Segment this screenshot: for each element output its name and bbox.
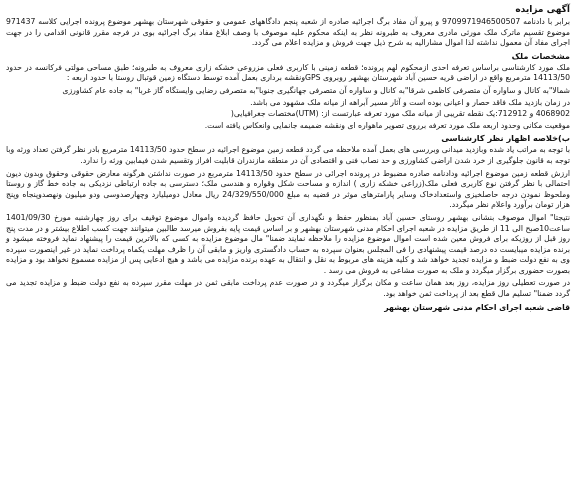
section-heading: مشخصات ملک	[511, 50, 570, 61]
property-condition: در زمان بازدید ملک فاقد حصار و اعیانی بوده است و آثار مسیر آبراهه از میانه ملک مشهود می باشد.	[250, 97, 570, 107]
property-location: موقعیت مکانی وحدود اربعه ملک مورد تعرفه برروی تصویر ماهواره ای ونقشه ضمیمه جانمایی وانعکاس یافته است.	[204, 120, 570, 130]
section-heading: ب)خلاصه اظهار نظر کارشناسی	[441, 133, 570, 144]
expert-opinion-paragraph: با توجه به مراتب یاد شده وبازدید میدانی وبررسی های بعمل آمده ملاحظه می گردد قطعه زمین موضوع اجرائیه در سطح حدود 14113/50 مترمربع بادر نظر گرفتن تعداد ورثه وبا توجه به قانون جلوگیری از خرد شدن اراضی کشاورزی و حد نصاب فنی و اقتصادی آن در منطقه مازندران قابلیت افراز وتقسیم شدن فیمابین ورثه را ندارد.	[6, 145, 570, 165]
auction-holiday-paragraph: در صورت تعطیلی روز مزایده، روز بعد همان ساعت و مکان برگزار میگردد و در صورت عدم پرداخت مابقی ثمن در مهلت مقرر سپرده به نفع دولت ضبط و مزایده تجدید می گردد ضمنا" تسلیم مال قطع بعد از پرداخت ثمن خواهد بود.	[6, 278, 570, 299]
expert-opinion-section	[6, 133, 570, 211]
property-specs-section	[6, 51, 570, 132]
auction-terms-section	[6, 213, 570, 300]
property-boundaries: شمالا"به کانال و ساواره آن متصرفی کاظمی شرقا"به کانال و ساواره آن متصرفی جهانگیری جنوبا"به متصرفی رضایی وایستگاه گاز غربا" به جاده عام کشاورزی	[62, 85, 570, 95]
property-description: ملک مورد کارشناسی براساس تعرفه احدی ازمحکوم لهم پرونده؛ قطعه زمینی با کاربری فعلی مزروعی خشکه زاری معروف به طبرونه؛ طبق مساحی مولتی فرکانسه در حدود 14113/50 مترمربع واقع در اراضی قریه حسین آباد شهرستان بهشهر روبروی GPSونقشه برداری بعمل آمده توسط دستگاه زمین قوتبال روستا با حدود اربعه :	[6, 62, 570, 83]
valuation-paragraph: ارزش قطعه زمین موضوع اجرائیه ودادنامه صادره مضبوط در پرونده اجرائی در سطح حدود 14113/50 مترمربع در صورت نداشتن هرگونه معارض حقوقی وحقوق وبدون دیون احتمالی با نظر گرفتن نوع کاربری فعلی ملک(زراعی خشکه زاری ) اندازه و مساحت شکل وقواره و هندسی ملک؛ دسترسی به جاده ارتباطی نزدیکی به جاده خط گاز و روستا وملحوظ نمودن درجه حاصلخیزی واستعدادخاک وسایر پارامترهای موثر در قضیه به مبلغ 24/329/550/000 ریال معادل دومیلیارد وچهارصدوسی ودو میلیون ونهصدوپنجاه وپنج هزار تومان برآورد واعلام نظر میگردد.	[6, 168, 570, 210]
intro-paragraph: برابر با دادنامه 9709971946500507 و پیرو آن مفاد برگ اجرائیه صادره از شعبه پنجم دادگاههای عمومی و حقوقی شهرستان بهشهر موضوع پرونده اجرایی کلاسه 971437 موضوع تقسیم ماترک ملک مورثی مادری معروف به طبرونه نظر به اینکه محکوم علیه موصوف با وصف ابلاغ مفاد برگ اجرائیه بوی در فرجه مقرر قانونی اقدامی را در جهت اجرای مفاد آن معمول نداشته لذا اموال مشارالیه به شرح ذیل جهت فروش و مزایده اعلام می گردد.	[6, 17, 571, 48]
auction-terms-paragraph: نتیجتا" اموال موصوف بنشانی بهشهر روستای حسین آباد بمنظور حفظ و نگهداری آن تحویل حافظ گردیده واموال موضوع توقیف برای روز چهارشنبه مورخ 1401/09/30 ساعت10صبح الی 11 از طریق مزایده در شعبه اجرای احکام مدنی شهرستان بهشهر و بر اساس قیمت پایه بفروش میرسد طالبین میتوانند جهت کسب اطلاع بیشتر و در مدت پنج روز قبل از روزیکه برای فروش معین شده است اموال موضوع مزایده را ملاحظه نمایند ضمنا" مال موضوع مزایده به کسی که بالاترین قیمت را پیشنهاد نماید فروخته میشود و برنده مزایده میبایست ده درصد قیمت پیشنهادی را فی المجلس بعنوان سپرده به حساب دادگستری واریز و مابقی آن را ظرف مهلت یکماه پرداخت نماید در غیر اینصورت سپرده وی به نفع دولت ضبط و مزایده تجدید خواهد شد و کلیه هزینه های مربوط به نقل و انتقال به عهده برنده مزایده می باشد و هیچ ادعایی پس از مزایده مسموع نخواهد بود و مزایده بصورت حضوری برگزار میگردد و ملک به صورت مشاعی به فروش می رسد .	[6, 212, 570, 275]
notice-title: آگهی مزایده	[515, 5, 570, 15]
judge-signature: قاضی شعبه اجرای احکام مدنی شهرستان بهشهر	[384, 302, 570, 312]
property-coordinates: 4068902 و 712912:یک نقطه تقریبی از میانه ملک مورد تعرفه عبارتست از: (UTM)مختصات جغرافیایی(	[230, 109, 570, 119]
